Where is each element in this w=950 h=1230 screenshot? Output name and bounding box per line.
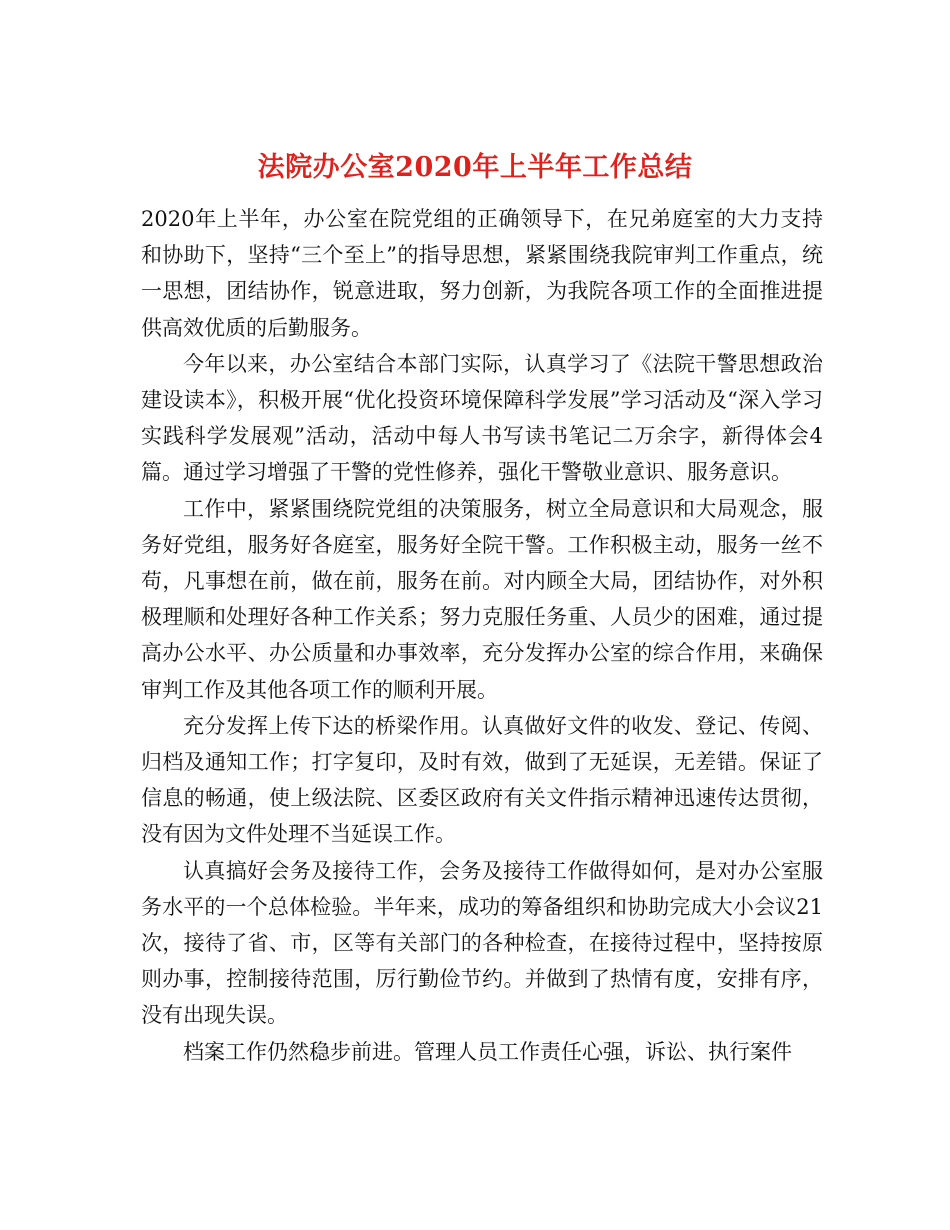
paragraph-6: 档案工作仍然稳步前进。管理人员工作责任心强，诉讼、执行案件 [183,1039,792,1064]
paragraph-3: 工作中，紧紧围绕院党组的决策服务，树立全局意识和大局观念，服务好党组，服务好各庭室，服务好全院干警。工作积极主动，服务一丝不苟，凡事想在前，做在前，服务在前。对内顾全大局，团结协作，对外积极理顺和处理好各种工作关系；努力克服任务重、人员少的困难，通过提高办公水平、办公质量和办事效率，充分发挥办公室的综合作用，来确保审判工作及其他各项工作的顺利开展。 [141,496,823,702]
document-body [141,201,823,1070]
paragraph-2: 今年以来，办公室结合本部门实际，认真学习了《法院干警思想政治建设读本》，积极开展“优化投资环境保障科学发展”学习活动及“深入学习实践科学发展观”活动，活动中每人书写读书笔记二万余字，新得体会4篇。通过学习增强了干警的党性修养，强化干警敬业意识、服务意识。 [141,351,823,485]
document-title: 法院办公室2020年上半年工作总结 [257,152,693,184]
paragraph-1: 2020年上半年，办公室在院党组的正确领导下，在兄弟庭室的大力支持和协助下，坚持“三个至上”的指导思想，紧紧围绕我院审判工作重点，统一思想，团结协作，锐意进取，努力创新，为我院各项工作的全面推进提供高效优质的后勤服务。 [141,207,823,340]
paragraph-4: 充分发挥上传下达的桥梁作用。认真做好文件的收发、登记、传阅、归档及通知工作；打字复印，及时有效，做到了无延误，无差错。保证了信息的畅通，使上级法院、区委区政府有关文件指示精神迅速传达贯彻，没有因为文件处理不当延误工作。 [141,713,823,847]
paragraph-5: 认真搞好会务及接待工作，会务及接待工作做得如何，是对办公室服务水平的一个总体检验。半年来，成功的筹备组织和协助完成大小会议21次，接待了省、市，区等有关部门的各种检查，在接待过程中，坚持按原则办事，控制接待范围，厉行勤俭节约。并做到了热情有度，安排有序，没有出现失误。 [141,858,823,1028]
